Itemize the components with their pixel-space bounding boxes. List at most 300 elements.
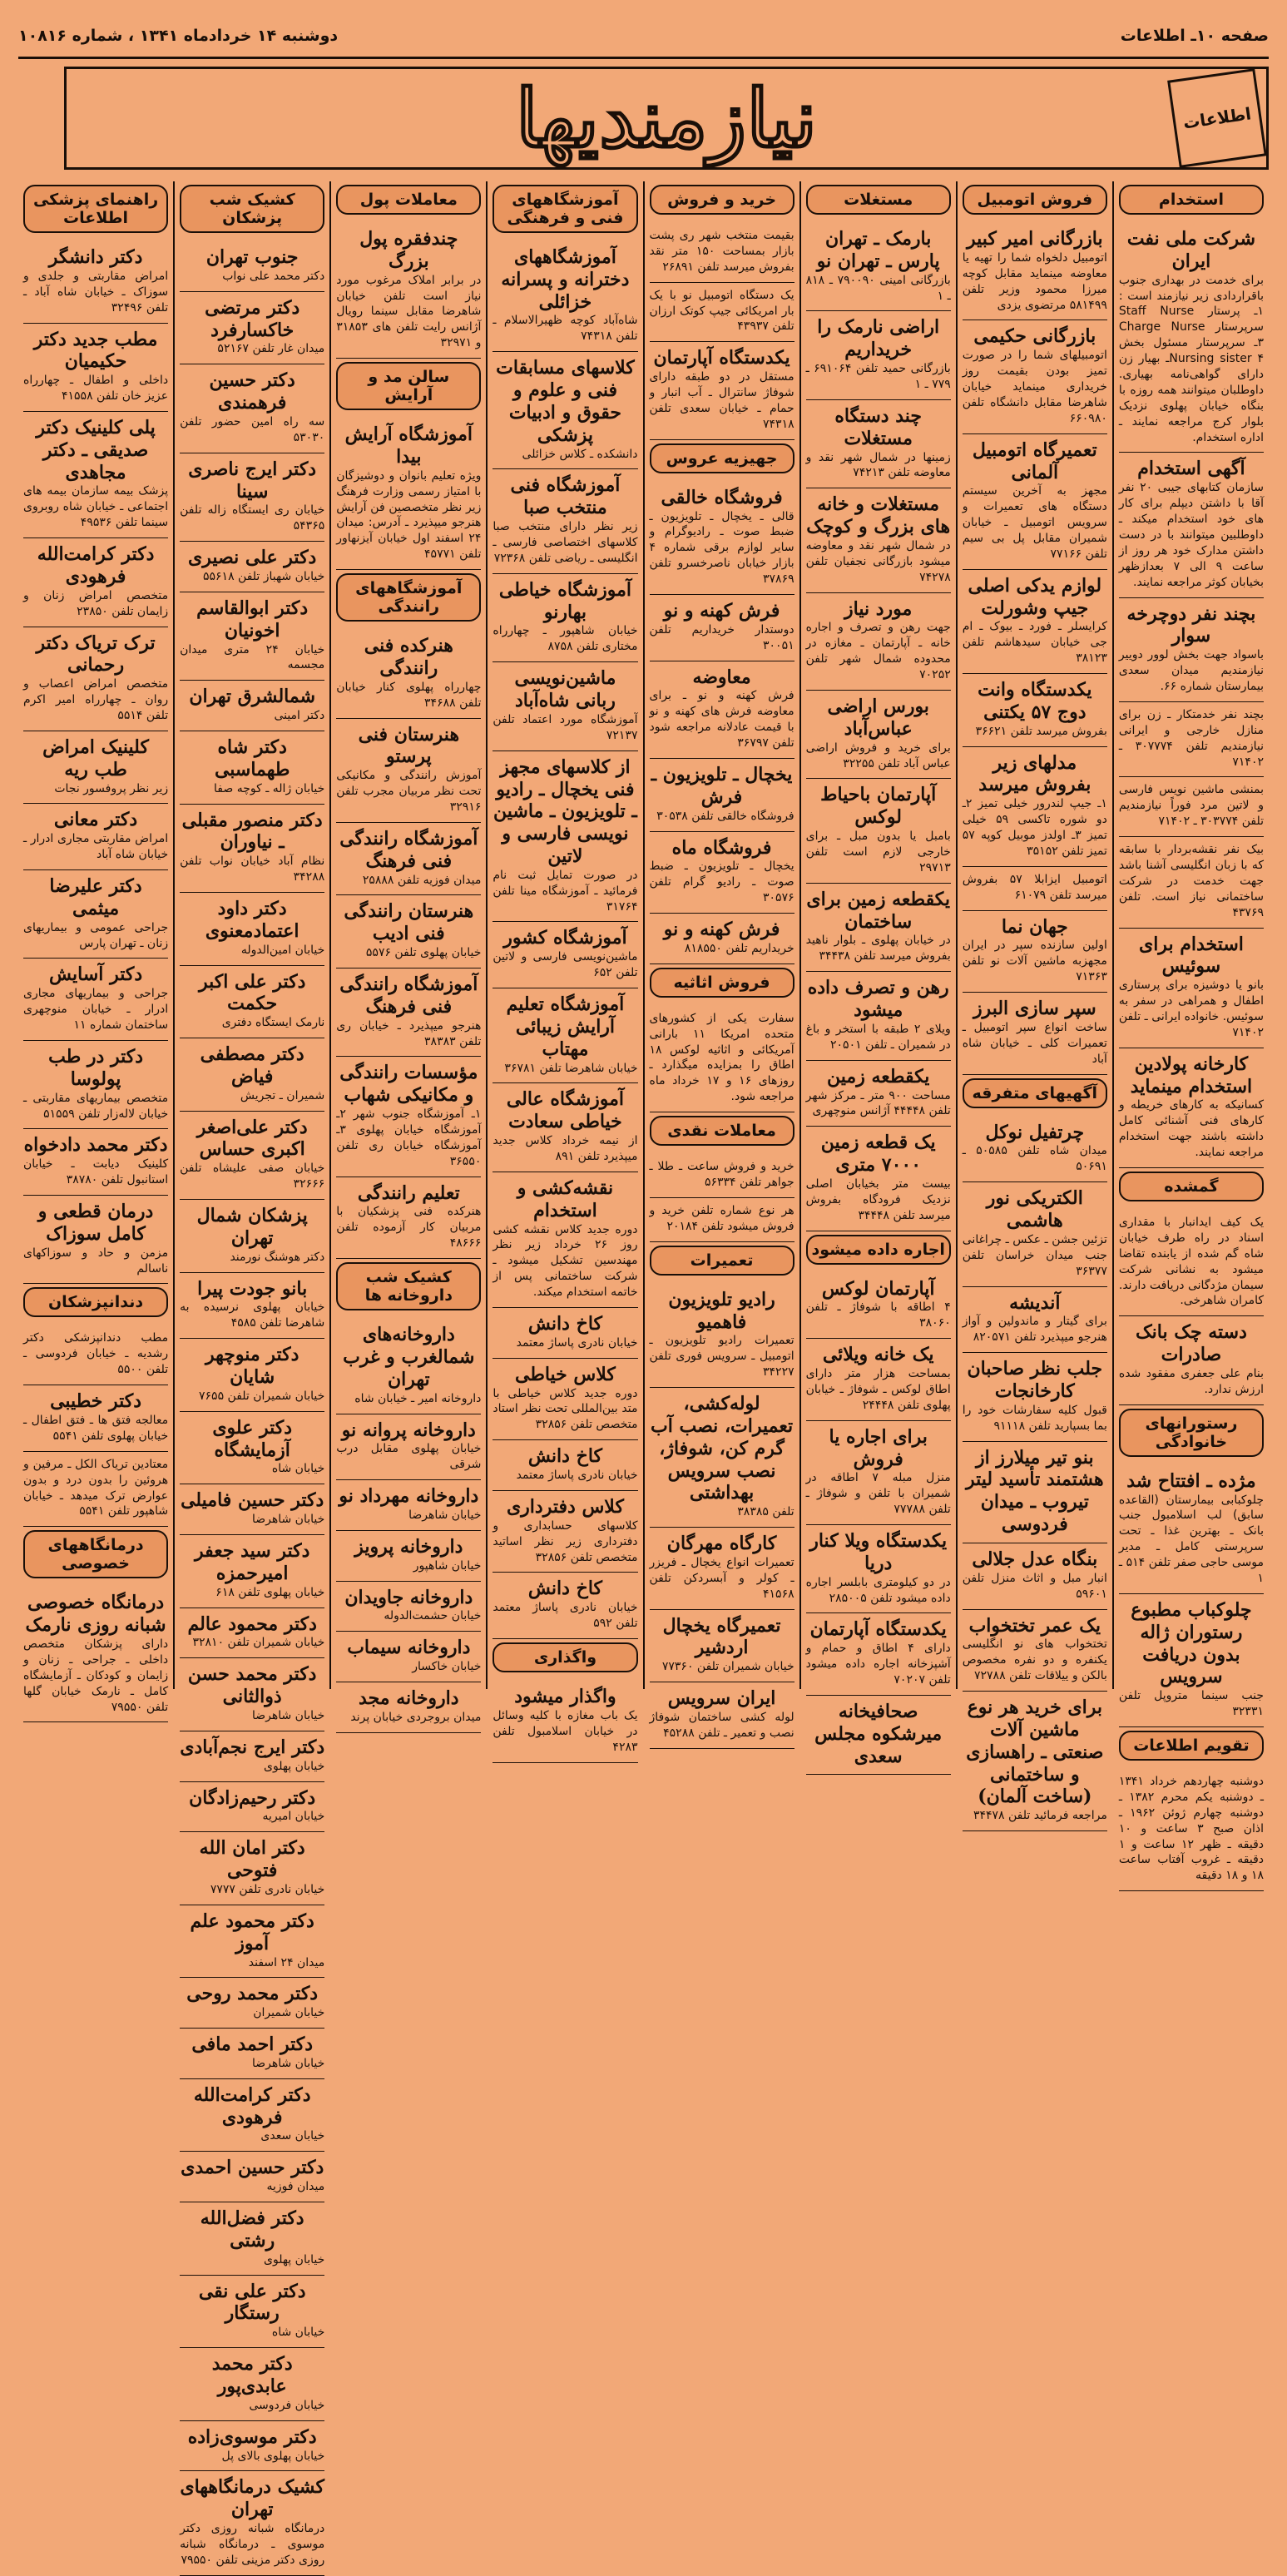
classified-ad: [180, 1412, 324, 1485]
classified-ad: [180, 1038, 324, 1112]
classified-ad: [493, 1083, 637, 1172]
classified-ad: [336, 1414, 481, 1481]
ad-body: یک کیف ایدانبار با مقداری اسناد در راه طرف خیابان شاه گم شده از یابنده تقاضا میشود به نشانی شرکت سیمان مژدگانی دریافت دارند. کامران شاهرخی.: [1118, 1215, 1264, 1308]
ad-title: کاخ دانش: [527, 1578, 602, 1600]
ad-title: رهن و تصرف داده میشود: [807, 977, 949, 1022]
ad-title: هنرستان فنی پرستو: [358, 723, 460, 768]
ad-title: یکدستگاه آپارتمان: [653, 347, 790, 369]
ad-body: کسانیکه به کارهای خریطه و کارهای فنی آشنائی کامل داشته باشند جهت استخدام مراجعه نمایند.: [1118, 1098, 1264, 1160]
classified-ad: [336, 895, 481, 968]
classified-ad: [493, 1573, 637, 1639]
ad-body: شمیران ـ تجریش: [240, 1088, 325, 1102]
ad-title: آپارتمان لوکس: [821, 1277, 935, 1300]
ad-body: تعمیرات رادیو تلویزیون ـ اتومبیل ـ سرویس فوری تلفن ۳۴۲۲۷: [649, 1334, 794, 1380]
ad-title: دکتر در طب پولوسا: [48, 1045, 144, 1090]
ad-title: رادیو تلویزیون فاهمیو: [668, 1288, 775, 1333]
ad-body: جهت رهن و تصرف و اجاره خانه ـ آپارتمان ـ مغازه در محدوده شمال شهر تلفن ۷۰۲۵۲: [805, 621, 951, 682]
ad-title: از کلاسهای مجهز فنی یخچال ـ رادیو ـ تلویزیون ـ ماشین نویسی فارسی و لاتین: [493, 755, 637, 867]
ad-body: سفارت یکی از کشورهای متحده امریکا ۱۱ بارانی آمریکائی و اثاثیه لوکس ۱۸ اطاق را بمزایده میگذارد ـ روزهای ۱۶ و ۱۷ خرداد ماه مراجعه شود.: [649, 1011, 794, 1104]
ad-title: دکتر محمد دادخواه: [23, 1134, 168, 1157]
ad-title: دکتر آسایش: [48, 964, 143, 986]
ad-body: برای خرید و فروش اراضی عباس آباد تلفن ۳۲۲۵۵: [805, 741, 951, 770]
ad-body: چلوکبابی بیمارستان (القاعده سابق) لب اسلامبول جنب بانک ـ بهترین غذا ـ تحت سرپرستی کامل ـ مدیر موسی حاجی صفر تلفن ۵۱۴ ـ ۱: [1118, 1493, 1264, 1586]
ad-body: بامبل یا بدون مبل ـ برای خارجی لازم است تلفن ۲۹۷۱۳: [805, 830, 951, 874]
ad-body: خیابان پهلوی بالای پل: [221, 2449, 325, 2463]
classified-ad: [23, 538, 168, 627]
ad-body: تختخواب های نو انگلیسی یکنفره و دو نفره مخصوص بالکن و ییلاقات تلفن ۷۲۷۸۸: [962, 1637, 1107, 1683]
classified-ad: [336, 1682, 481, 1733]
ad-body: پزشک بیمه سازمان بیمه های اجتماعی ـ خیابان شاه روبروی سینما تلفن ۴۹۵۳۶: [23, 484, 169, 530]
classified-ad: [493, 922, 637, 988]
classified-ad: [336, 1177, 481, 1260]
ad-body: یک باب مغازه با کلیه وسائل در خیابان اسلامبول تلفن ۴۲۸۳: [493, 1708, 638, 1754]
ad-title: پلی کلینیک دکتر صدیقی ـ دکتر مجاهدی: [36, 416, 156, 483]
classified-ad: [650, 342, 794, 439]
ad-title: برای اجاره یا فروش: [829, 1425, 928, 1470]
ad-title: دکتر منصور مقبلی ـ نیاوران: [181, 809, 323, 854]
classified-ad: [180, 2471, 324, 2575]
classified-ad: [650, 661, 794, 759]
ad-title: فرش کهنه و نو: [663, 600, 780, 622]
masthead-title: نیازمندیها: [515, 71, 818, 166]
ad-body: دکتر امینی: [274, 709, 325, 723]
classified-ad: [180, 1832, 324, 1905]
classified-ad: [180, 2202, 324, 2276]
ad-title: لوله‌کشی، تعمیرات، نصب آب گرم کن، شوفاژ، نصب سرویس بهداشتی: [651, 1393, 794, 1504]
ad-title: دکتر محمد روحی: [186, 1983, 319, 2005]
ad-body: هر نوع شماره تلفن خرید و فروش میشود تلفن ۲۰۱۸۴: [649, 1203, 794, 1233]
classified-ad: [336, 1531, 481, 1582]
section-header: راهنمای پزشکی اطلاعات: [23, 185, 168, 233]
classified-ad: [650, 1682, 794, 1749]
section-header: کشیک شب پزشکان: [180, 185, 324, 233]
ad-body: خیابان صفی علیشاه تلفن ۳۲۶۶۶: [180, 1162, 325, 1191]
ad-title: آندیشه: [1009, 1291, 1061, 1314]
ad-body: تعمیرات انواع یخچال ـ فریزر ـ کولر و آبسردکن تلفن ۴۱۵۶۸: [649, 1555, 794, 1601]
ad-title: کارگاه مهرگان: [666, 1533, 777, 1555]
classified-ad: [180, 2079, 324, 2152]
ad-body: در صورت تمایل ثبت نام فرمائید ـ آموزشگاه مینا تلفن ۳۱۷۶۴: [493, 868, 638, 914]
ad-title: کشیک درمانگاههای تهران: [180, 2476, 324, 2521]
classified-ad: [180, 1484, 324, 1535]
ad-title: داروخانه پرویز: [354, 1535, 463, 1558]
ad-title: مؤسسات رانندگی و مکانیکی شهاب: [339, 1062, 478, 1107]
ad-body: بیک نفر نقشه‌بردار با سابقه که با زبان انگلیسی آشنا باشد جهت خدمت در شرکت ساختمانی نیاز است. تلفن ۴۳۷۶۹: [1118, 843, 1264, 919]
ad-body: خیابان شاهرضا: [251, 1513, 325, 1527]
ad-title: شمالشرق تهران: [189, 686, 316, 708]
ad-title: فروشگاه خالقی: [661, 486, 783, 508]
ad-body: خیابان نادری پاساژ معتمد: [516, 1335, 638, 1350]
classified-ad: [493, 469, 637, 573]
ad-body: قالی ـ یخچال ـ تلویزیون ـ ضبط صوت ـ رادیوگرام و سایر لوازم برقی شماره ۴ بازار خیابان ناصرخسرو تلفن ۳۷۸۶۹: [649, 509, 794, 587]
classified-ad: [180, 681, 324, 731]
ad-title: دکتر علی‌اصغر اکبری حساس: [196, 1116, 308, 1161]
ad-title: آموزشگاه فنی منتخب صبا: [510, 474, 621, 519]
classified-ad: [806, 1613, 951, 1696]
ad-title: فروشگاه ماه: [671, 836, 772, 859]
ad-body: خیابان امین‌الدوله: [240, 943, 325, 957]
classified-ad: [180, 2348, 324, 2421]
ad-title: تعلیم رانندگی: [357, 1181, 460, 1204]
classified-ad: [963, 1287, 1107, 1354]
ad-body: مزمن و حاد و سوزاکهای ناسالم: [23, 1246, 169, 1276]
section-header: سالن مد و آرایش: [336, 362, 481, 410]
ad-body: نظام آباد خیابان نواب تلفن ۳۴۲۸۸: [180, 855, 325, 884]
classified-ad: [493, 1681, 637, 1763]
ad-body: متخصص بیماریهای مقاربتی ـ خیابان لاله‌زار تلفن ۵۱۵۵۹: [23, 1091, 169, 1121]
classified-ad: [650, 1388, 794, 1528]
classified-ad: [493, 574, 637, 662]
classified-ad: [1119, 1594, 1264, 1727]
classified-ad: [23, 1325, 168, 1385]
ad-title: لوازم یدکی اصلی جیپ وشورلت: [968, 574, 1102, 619]
section-header: تقویم اطلاعات: [1119, 1731, 1264, 1761]
classified-ad: [806, 400, 951, 488]
masthead: [64, 67, 1269, 170]
ad-body: دوشنبه چهاردهم خرداد ۱۳۴۱ ـ دوشنبه یکم محرم ۱۳۸۲ ـ دوشنبه چهارم ژوئن ۱۹۶۲ ـ اذان صبح ۳ ساعت و ۱۰ دقیقه ـ ظهر ۱۲ ساعت و ۱ دقیقه ـ غروب آفتاب ساعت ۱۸ و ۱۸ دقیقه: [1118, 1775, 1264, 1883]
classified-ad: [963, 1353, 1107, 1441]
classified-ad: [493, 662, 637, 751]
ad-title: ماشین‌نویسی ربانی شاه‌آباد: [514, 667, 616, 712]
ad-body: مجهز به آخرین سیستم دستگاه های تعمیرات و سرویس اتومبیل ـ خیابان شمیران مقابل پل بی سیم تلفن ۷۷۱۶۶: [962, 484, 1107, 561]
section-header: آگهیهای متفرقه: [963, 1078, 1107, 1108]
ad-body: اولین سازنده سپر در ایران مجهزبه ماشین آلات نو تلفن ۷۱۳۶۳: [962, 939, 1107, 984]
classified-ad: [1119, 598, 1264, 702]
ad-title: آموزشگاه رانندگی فنی فرهنگ: [339, 827, 478, 872]
ad-title: دکتر امان الله فتوحی: [199, 1837, 305, 1882]
classified-ad: [493, 751, 637, 923]
ad-body: میدان ۲۴ اسفند: [248, 1955, 325, 1969]
ad-body: خیابان خاکسار: [412, 1660, 482, 1674]
classified-columns: [18, 181, 1269, 2567]
ad-body: خیابان پهلوی: [264, 1759, 325, 1773]
ad-body: بقیمت منتخب شهر ری پشت بازار بمساحت ۱۵۰ متر نقد بفروش میرسد تلفن ۲۶۸۹۱: [649, 229, 794, 274]
ad-title: کاخ دانش: [527, 1445, 602, 1468]
classified-ad: [963, 1182, 1107, 1286]
ad-body: خیابان شمیران: [253, 2006, 325, 2020]
ad-body: لوله کشی ساختمان شوفاژ نصب و تعمیر ـ تلفن ۴۵۲۸۸: [649, 1710, 794, 1740]
classified-ad: [180, 1112, 324, 1200]
classified-ad: [180, 1200, 324, 1273]
ad-title: آگهی استخدام: [1137, 458, 1245, 480]
ad-title: دکتر ابوالقاسم اخونیان: [196, 597, 309, 642]
classified-ad: [180, 966, 324, 1039]
classified-ad: [336, 1319, 481, 1414]
ad-title: جلب نظر صاحبان کارخانجات: [967, 1358, 1103, 1403]
classified-ad: [650, 1610, 794, 1683]
classified-ad: [806, 593, 951, 691]
classified-ad: [336, 719, 481, 823]
classified-ad: [493, 1308, 637, 1359]
ad-title: سپر سازی البرز: [973, 998, 1096, 1020]
ad-body: ساخت انواع سپر اتومبیل ـ تعمیرات کلی ـ خیابان شاه آباد: [962, 1020, 1107, 1066]
ad-body: زیر نظر دارای منتخب صبا کلاسهای اختصاصی فارسی ـ انگلیسی ـ ریاضی تلفن ۷۲۳۶۸: [493, 520, 638, 565]
column-1: [1112, 181, 1269, 1883]
ad-body: میدان فوزیه: [266, 2180, 325, 2194]
ad-title: دکتر داود اعتمادمعنوی: [205, 898, 299, 942]
ad-title: آپارتمان باحیاط لوکس: [820, 784, 937, 829]
classified-ad: [1119, 837, 1264, 928]
ad-body: بیست متر بخیابان اصلی نزدیک فرودگاه بفروش میرسد تلفن ۳۴۴۴۸: [805, 1177, 951, 1222]
ad-body: بازرگانی امینی ۷۹۰۰۹۰ ـ ۸۱۸ ـ ۱: [805, 273, 951, 303]
classified-ad: [963, 911, 1107, 993]
section-header: اجاره داده میشود: [806, 1235, 951, 1265]
ad-body: جنب سینما متروپل تلفن ۳۲۳۳۱: [1118, 1689, 1264, 1719]
classified-ad: [336, 1057, 481, 1177]
ad-title: ترک تریاک دکتر رحمانی: [36, 632, 156, 676]
ad-title: مورد نیاز: [844, 597, 913, 620]
section-header: آموزشگاههای فنی و فرهنگی: [493, 185, 637, 233]
ad-title: نقشه‌کشی و استخدام: [517, 1177, 614, 1221]
ad-body: خیابان ری ایستگاه زاله تلفن ۵۴۳۶۵: [180, 503, 325, 533]
classified-ad: [806, 1273, 951, 1340]
classified-ad: [650, 595, 794, 661]
ad-title: داروخانه سیماب: [347, 1637, 471, 1659]
ad-title: دکتر محمد عابدی‌پور: [211, 2353, 293, 2398]
classified-ad: [23, 959, 168, 1041]
ad-title: هنرستان رانندگی فنی ادیب: [344, 900, 474, 945]
classified-ad: [180, 453, 324, 542]
ad-body: اتومبیل دلخواه شما را تهیه یا معاوضه مینماید مقابل کوچه میرزا محمود وزیر تلفن ۵۸۱۴۹۹ مرتضوی یزدی: [962, 250, 1107, 312]
classified-ad: [650, 1006, 794, 1112]
ad-body: خیابان شاه: [271, 2326, 325, 2340]
classified-ad: [23, 731, 168, 805]
section-header: رستورانهای خانوادگی: [1119, 1409, 1264, 1457]
ad-title: چند دستگاه مستغلات: [834, 404, 923, 449]
ad-body: خیابان شاه: [271, 1462, 325, 1476]
classified-ad: [23, 241, 168, 324]
section-header: استخدام: [1119, 185, 1264, 215]
ad-body: خیابان پهلوی نرسیده به شاهرضا تلفن ۴۵۸۵: [180, 1300, 325, 1330]
classified-ad: [180, 1782, 324, 1833]
classified-ad: [336, 823, 481, 896]
classified-ad: [650, 1528, 794, 1610]
ad-body: خیابان شاهرضا: [408, 1508, 482, 1522]
ad-title: یکدستگاه آپارتمان: [809, 1618, 947, 1641]
classified-ad: [336, 1632, 481, 1682]
ad-body: درمانگاه شبانه روزی دکتر موسوی ـ درمانگاه شبانه روزی دکتر مزینی تلفن ۷۹۵۵۰: [180, 2522, 325, 2567]
ad-title: چرتفیل نوکل: [985, 1121, 1085, 1143]
ad-title: دکتر محمود عالم: [187, 1612, 317, 1635]
ad-title: مطب جدید دکتر حکیمیان: [33, 328, 158, 373]
masthead-seal-label: اطلاعات: [1181, 103, 1253, 133]
ad-title: یکدستگاه وانت دوج ۵۷ یکتنی: [978, 679, 1092, 723]
classified-ad: [180, 1905, 324, 1979]
classified-ad: [180, 241, 324, 292]
ad-body: آموزش رانندگی و مکانیکی تحت نظر مربیان مجرب تلفن ۳۲۹۱۶: [336, 769, 482, 814]
section-header: کشیک شب داروخانه ها: [336, 1262, 481, 1310]
ad-title: آموزشگاه خیاطی بهارنو: [498, 578, 632, 623]
ad-title: دکتر حسین فامیلی: [181, 1489, 324, 1512]
classified-ad: [23, 1041, 168, 1129]
ad-title: مستغلات و خانه های بزرگ و کوچک: [806, 493, 951, 538]
ad-title: فرش کهنه و نو: [663, 919, 780, 941]
ad-body: متخصص امراض اعصاب و روان ـ چهارراه امیر اکرم تلفن ۵۵۱۴: [23, 677, 169, 722]
classified-ad: [1119, 223, 1264, 453]
ad-title: آموزشگاه تعلیم آرایش زیبائی مهتاب: [506, 993, 625, 1060]
ad-body: برای خدمت در بهداری جنوب باقراردادی زیر نیازمند است : ۱ـ پرستار Staff Nurse سرپرستار Charge Nurse ۳ـ سرپرستار مسئول بخش Nursing sister ۴ـ بهیار زن دارای گواهی‌نامه بهیاری. داوطلبان میتوانند همه روزه با بنگاه خیابان پهلوی نزدیک بلوار کرج مراجعه نمایند ـ اداره استخدام.: [1118, 273, 1265, 444]
ad-title: آموزشگاه عالی خیاطی سعادت: [506, 1088, 625, 1133]
ad-body: خیابان شمیران تلفن ۳۲۸۱۰: [192, 1636, 325, 1650]
ad-body: خیابان شمیران تلفن ۷۶۵۵: [199, 1389, 325, 1403]
ad-title: معاوضه: [692, 666, 751, 688]
ad-body: شاه‌آباد کوچه ظهیرالاسلام ـ تلفن ۷۴۳۱۸: [493, 314, 638, 344]
classified-ad: [963, 320, 1107, 433]
ad-body: قبول کلیه سفارشات خود را بما بسپارید تلفن ۹۱۱۱۸: [962, 1403, 1107, 1433]
ad-body: ویلای ۲ طبقه با استخر و باغ در شمیران ـ تلفن ۲۰۵۰۱: [805, 1022, 951, 1052]
classified-ad: [23, 1587, 168, 1722]
classified-ad: [806, 691, 951, 779]
classified-ad: [650, 1284, 794, 1388]
classified-ad: [180, 542, 324, 592]
classified-ad: [963, 867, 1107, 911]
classified-ad: [650, 832, 794, 914]
classified-ad: [23, 1452, 168, 1528]
newspaper-page: [18, 15, 1269, 2567]
ad-body: مساحت ۹۰۰ متر ـ مرکز شهر تلفن ۴۴۴۴۸ آژانس منوچهری: [805, 1088, 951, 1118]
ad-body: خیابان حشمت‌الدوله: [384, 1609, 482, 1623]
ad-title: یکقطعه زمین: [827, 1065, 930, 1087]
ad-body: مراجعه فرمائید تلفن ۳۴۴۷۸: [973, 1809, 1107, 1823]
classified-ad: [1119, 1048, 1264, 1168]
ad-body: جراحی عمومی و بیماریهای زنان ـ تهران پارس: [23, 920, 169, 950]
ad-body: خیابان شاهرضا تلفن ۳۶۷۸۱: [504, 1061, 638, 1075]
classified-ad: [1119, 1316, 1264, 1404]
ad-title: دکتر کرامت‌الله فرهودی: [193, 2083, 311, 2128]
classified-ad: [336, 223, 481, 359]
section-header: درمانگاههای خصوصی: [23, 1530, 168, 1578]
ad-title: دکتر شاه طهماسبی: [214, 736, 290, 780]
classified-ad: [806, 1061, 951, 1127]
classified-ad: [23, 1196, 168, 1284]
ad-title: دکتر احمد مافی: [191, 2034, 314, 2056]
classified-ad: [493, 1491, 637, 1573]
ad-title: دکتر منوچهر شایان: [205, 1344, 299, 1389]
column-8: [18, 181, 173, 1714]
classified-ad: [180, 292, 324, 365]
section-header: فروش اتومبیل: [963, 185, 1107, 215]
section-header: مستغلات: [806, 185, 951, 215]
classified-ad: [180, 1731, 324, 1782]
ad-body: تزئین جشن ـ عکس ـ چراغانی جنب میدان خراسان تلفن ۳۶۳۷۷: [962, 1232, 1107, 1278]
classified-ad: [963, 1610, 1107, 1692]
column-2: [956, 181, 1112, 1823]
classified-ad: [23, 870, 168, 959]
classified-ad: [180, 893, 324, 966]
ad-title: تعمیرگاه یخچال اردشیر: [662, 1614, 781, 1659]
classified-ad: [336, 630, 481, 718]
ad-body: خیابان امیریه: [262, 1810, 325, 1824]
classified-ad: [963, 993, 1107, 1075]
ad-title: بنگاه عدل جلالی: [972, 1548, 1098, 1570]
ad-body: تلفن ۳۸۳۸۵: [737, 1505, 794, 1519]
ad-title: دکتر کرامت‌الله فرهودی: [37, 543, 155, 587]
classified-ad: [493, 1359, 637, 1441]
ad-title: داروخانه مجد: [359, 1687, 459, 1709]
header-page-label: صفحه ۱۰ـ اطلاعات: [1120, 27, 1269, 45]
ad-title: دکتر علی نقی رستگار: [198, 2280, 306, 2325]
ad-body: منزل مبله ۷ اطاقه در شمیران با تلفن و شوفاژ ـ تلفن ۷۷۷۸۸: [805, 1471, 951, 1517]
classified-ad: [180, 1535, 324, 1608]
ad-title: کلاس خیاطی: [514, 1363, 616, 1385]
column-7: [173, 181, 329, 2567]
ad-body: خیابان سعدی: [260, 2129, 325, 2143]
ad-body: فرش کهنه و نو ـ برای معاوضه فرش های کهنه و نو با قیمت عادلانه مراجعه شود تلفن ۳۶۷۹۷: [649, 689, 794, 751]
classified-ad: [180, 2029, 324, 2079]
ad-title: دکتر علیرضا میثمی: [49, 875, 142, 919]
ad-body: زمینها در شمال شهر نقد و معاوضه تلفن ۷۴۲۱۳: [805, 450, 951, 480]
classified-ad: [180, 2421, 324, 2472]
ad-body: سازمان کتابهای جیبی ۲۰ نفر آقا با داشتن دیپلم برای کار های خود استخدام میکند ـ داوطلبین میتوانند با در دست داشتن مدارک خود هر روز از ساعت ۹ الی ۷ بعدازظهر بخیابان کوثر مراجعه نمایند.: [1118, 481, 1265, 589]
classified-ad: [180, 805, 324, 893]
section-header: آموزشگاههای رانندگی: [336, 573, 481, 622]
ad-title: واگذار میشود: [514, 1686, 616, 1708]
section-header: فروش اثاثیه: [650, 968, 794, 998]
ad-title: یک قطعه زمین ۷۰۰۰ متری: [820, 1132, 936, 1177]
classified-ad: [180, 592, 324, 681]
classified-ad: [336, 1582, 481, 1632]
ad-body: باسواد جهت بخش لوور دوییر نیازمندیم میدان سعدی بیمارستان شماره ۶۶.: [1118, 648, 1264, 693]
ad-body: در خیابان پهلوی ـ بلوار ناهید بفروش میرسد تلفن ۳۴۴۳۸: [805, 934, 951, 964]
classified-ad: [493, 352, 637, 469]
classified-ad: [650, 223, 794, 283]
ad-body: خیابان پهلوی تلفن ۶۱۸: [215, 1585, 325, 1599]
column-4: [643, 181, 799, 1740]
classified-ad: [806, 1127, 951, 1231]
ad-title: دکتر علی اکبر حکمت: [198, 970, 306, 1015]
classified-ad: [180, 1978, 324, 2029]
ad-body: بچند نفر خدمتکار ـ زن برای منازل خارجی و ایرانی نیازمندیم تلفن ۳۰۷۷۷۴ ـ ۷۱۴۰۲: [1118, 707, 1264, 769]
ad-body: انبار مبل و اثاث منزل تلفن ۵۹۶۰۱: [962, 1571, 1107, 1601]
ad-body: خیابان شاهرضا: [251, 1708, 325, 1722]
ad-title: چندفقره پول بزرگ: [359, 228, 458, 272]
ad-title: دکتر سید جعفر امیرحمزه: [194, 1540, 310, 1584]
ad-title: یکقطعه زمین برای ساختمان: [806, 888, 950, 933]
section-header: معاملات نقدی: [650, 1116, 794, 1146]
ad-title: دسته چک بانک صادرات: [1135, 1321, 1247, 1366]
classified-ad: [180, 731, 324, 805]
classified-ad: [493, 1440, 637, 1491]
ad-body: دکتر هوشنگ نورمند: [230, 1250, 325, 1264]
section-header: معاملات پول: [336, 185, 481, 215]
ad-title: بازرگانی حکیمی: [973, 325, 1096, 348]
ad-body: مستقل در دو طبقه دارای شوفاژ سانترال ـ آب انبار و حمام ـ خیابان سعدی تلفن ۷۴۳۱۸: [649, 370, 794, 431]
ad-body: زیر نظر پروفسور نجات: [54, 781, 169, 795]
ad-body: خیابان نادری پاساژ معتمد تلفن ۵۹۲: [493, 1601, 638, 1631]
classified-ad: [806, 1525, 951, 1613]
classified-ad: [1119, 777, 1264, 837]
ad-body: خیابان پهلوی تلفن ۵۵۷۶: [365, 946, 482, 960]
ad-title: مدلهای زیر بفروش میرسد: [978, 751, 1091, 796]
ad-body: معالجه فتق ها ـ فتق اطفال ـ خیابان پهلوی تلفن ۵۵۴۱: [23, 1413, 169, 1443]
ad-body: فروشگاه خالقی تلفن ۳۰۵۳۸: [656, 809, 794, 823]
masthead-seal: [1167, 68, 1267, 168]
ad-title: جهان نما: [1001, 915, 1068, 938]
classified-ad: [23, 627, 168, 731]
ad-title: دکتر حسین فرهمندی: [209, 369, 295, 414]
ad-title: بارمک ـ تهران پارس ـ تهران نو: [816, 228, 940, 272]
classified-ad: [1119, 453, 1264, 597]
ad-body: کلینیک دیابت ـ خیابان استانبول تلفن ۳۸۷۸۰: [23, 1157, 169, 1187]
ad-title: داروخانه پروانه نو: [341, 1419, 476, 1441]
ad-body: یک دستگاه اتومبیل نو با یک بار امریکائی جیپ کوتک ارزان تلفن ۴۳۹۳۷: [649, 288, 794, 334]
ad-body: در برابر املاک مرغوب مورد نیاز است تلفن خیابان شاهرضا مقابل سینما رویال آژانس رایت تلفن های ۳۱۸۵۳ و ۳۲۹۷۱: [336, 273, 482, 350]
ad-body: خریداریم تلفن ۸۱۸۵۵۰: [684, 941, 794, 955]
classified-ad: [806, 311, 951, 399]
classified-ad: [180, 1339, 324, 1412]
classified-ad: [963, 434, 1107, 570]
ad-body: بازرگانی حمید تلفن ۶۹۱۰۶۴ ـ ۷۷۹ ـ ۱: [805, 362, 951, 391]
